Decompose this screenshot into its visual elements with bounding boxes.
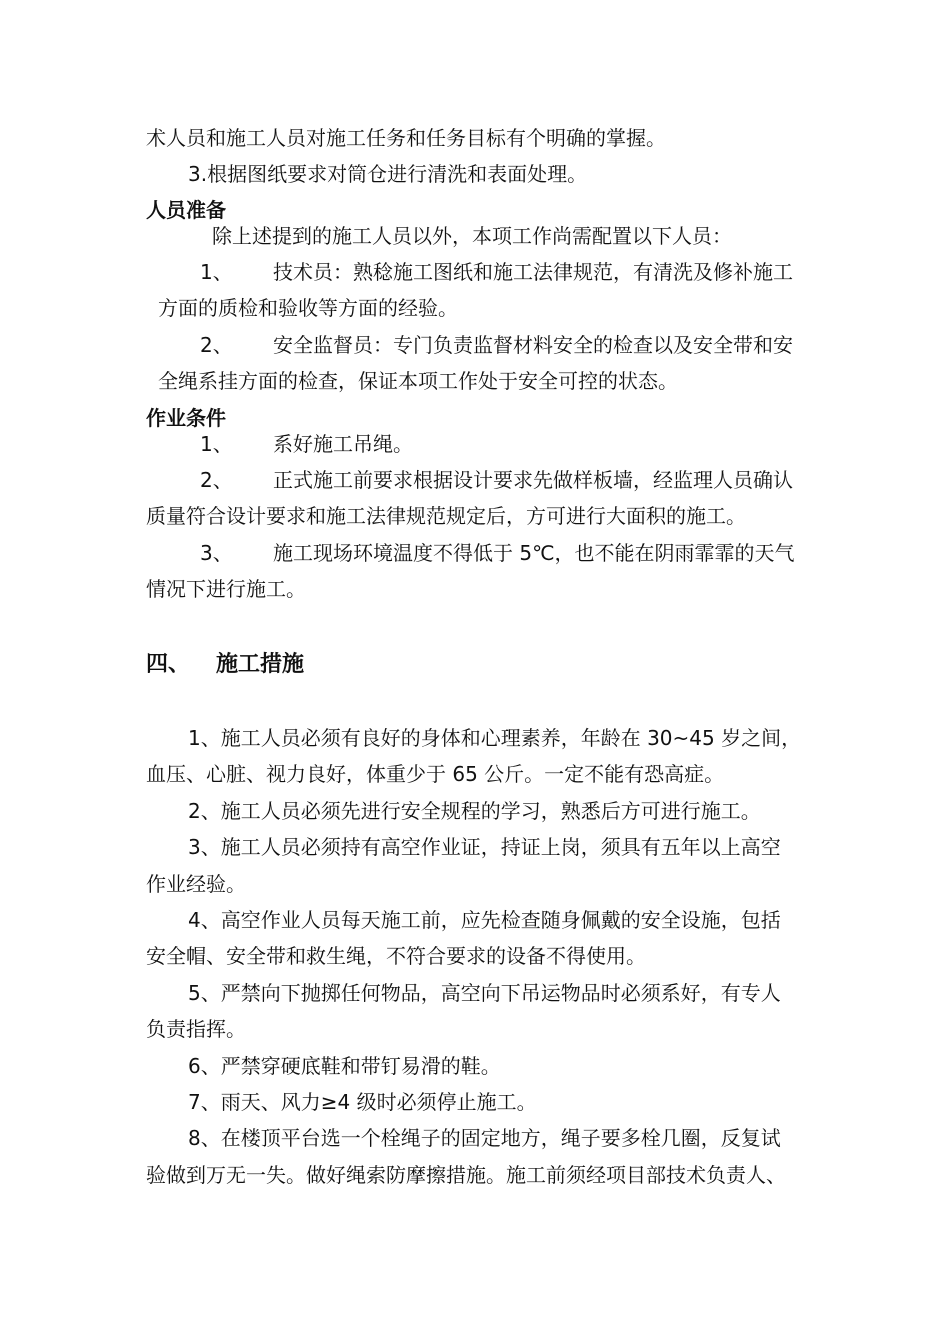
measure-8-line2: 验做到万无一失。做好绳索防摩擦措施。施工前须经项目部技术负责人、 (146, 1163, 786, 1187)
measure-4-line1: 4、高空作业人员每天施工前，应先检查随身佩戴的安全设施，包括 (188, 908, 781, 932)
conditions-heading: 作业条件 (146, 406, 226, 430)
conditions-item-1-num: 1、 (200, 432, 233, 456)
measure-8-line1: 8、在楼顶平台选一个栓绳子的固定地方，绳子要多栓几圈，反复试 (188, 1126, 781, 1150)
conditions-item-2-line2: 质量符合设计要求和施工法律规范规定后，方可进行大面积的施工。 (146, 504, 746, 528)
intro-line-continued: 术人员和施工人员对施工任务和任务目标有个明确的掌握。 (146, 126, 666, 150)
personnel-item-1-line2: 方面的质检和验收等方面的经验。 (158, 296, 458, 320)
measure-5-line2: 负责指挥。 (146, 1017, 246, 1041)
measure-7-line1: 7、雨天、风力≥4 级时必须停止施工。 (188, 1090, 537, 1114)
personnel-item-1-num: 1、 (200, 260, 233, 284)
measure-1-line1: 1、施工人员必须有良好的身体和心理素养，年龄在 30~45 岁之间， (188, 726, 802, 750)
conditions-item-2-line1: 正式施工前要求根据设计要求先做样板墙，经监理人员确认 (273, 468, 793, 492)
measure-5-line1: 5、严禁向下抛掷任何物品，高空向下吊运物品时必须系好，有专人 (188, 981, 781, 1005)
personnel-item-2-line2: 全绳系挂方面的检查，保证本项工作处于安全可控的状态。 (158, 369, 678, 393)
measure-4-line2: 安全帽、安全带和救生绳，不符合要求的设备不得使用。 (146, 944, 646, 968)
measure-6-line1: 6、严禁穿硬底鞋和带钉易滑的鞋。 (188, 1054, 501, 1078)
personnel-heading: 人员准备 (146, 198, 226, 222)
conditions-item-1-line1: 系好施工吊绳。 (273, 432, 413, 456)
conditions-item-3-line1: 施工现场环境温度不得低于 5℃，也不能在阴雨霏霏的天气 (273, 541, 795, 565)
section-4-title: 施工措施 (216, 652, 305, 677)
conditions-item-2-num: 2、 (200, 468, 233, 492)
personnel-item-1-line1: 技术员：熟稔施工图纸和施工法律规范，有清洗及修补施工 (273, 260, 793, 284)
conditions-item-3-num: 3、 (200, 541, 233, 565)
conditions-item-3-line2: 情况下进行施工。 (146, 577, 306, 601)
intro-item-3: 3.根据图纸要求对筒仓进行清洗和表面处理。 (188, 162, 588, 186)
measure-1-line2: 血压、心脏、视力良好，体重少于 65 公斤。一定不能有恐高症。 (146, 762, 725, 786)
measure-3-line1: 3、施工人员必须持有高空作业证，持证上岗，须具有五年以上高空 (188, 835, 781, 859)
section-4-number: 四、 (146, 652, 191, 677)
measure-2-line1: 2、施工人员必须先进行安全规程的学习，熟悉后方可进行施工。 (188, 799, 761, 823)
measure-3-line2: 作业经验。 (146, 872, 246, 896)
personnel-item-2-num: 2、 (200, 333, 233, 357)
personnel-item-2-line1: 安全监督员：专门负责监督材料安全的检查以及安全带和安 (273, 333, 793, 357)
personnel-lead: 除上述提到的施工人员以外，本项工作尚需配置以下人员： (212, 224, 732, 248)
